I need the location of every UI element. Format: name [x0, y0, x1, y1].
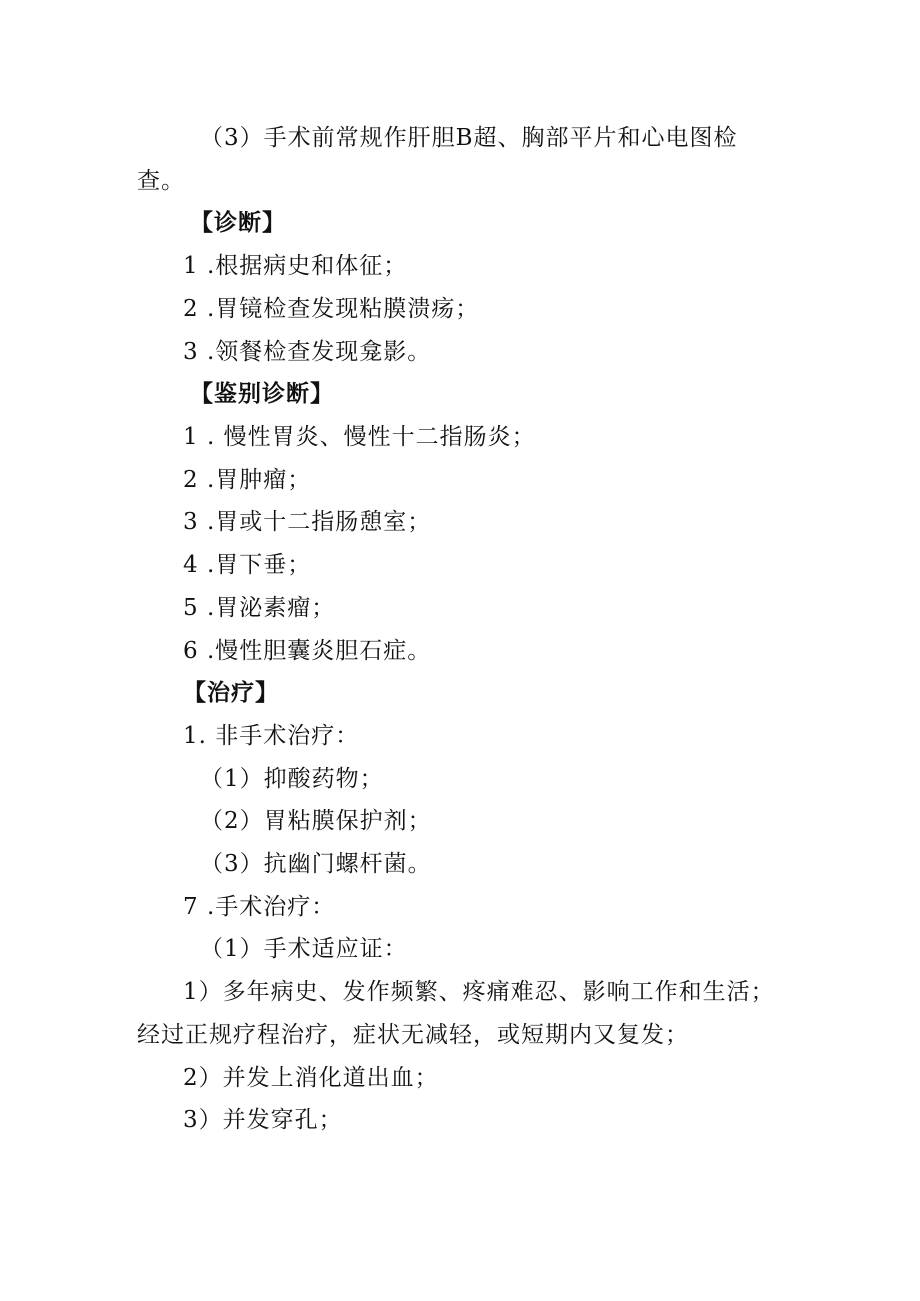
differential-item-6: 6 .慢性胆囊炎胆石症。	[183, 638, 432, 664]
pre-exam-item3-line1: （3）手术前常规作肝胆B超、胸部平片和心电图检	[200, 125, 738, 151]
nonsurgical-item-1: （1）抑酸药物；	[200, 766, 384, 792]
nonsurgical-title: 1. 非手术治疗：	[183, 723, 360, 749]
differential-item-4: 4 .胃下垂；	[183, 552, 312, 578]
treatment-heading: 【治疗】	[183, 679, 279, 706]
differential-item-1: 1 . 慢性胃炎、慢性十二指肠炎；	[183, 424, 536, 450]
differential-item-2: 2 .胃肿瘤；	[183, 467, 312, 493]
pre-exam-item3-line2: 查。	[137, 168, 185, 194]
diagnosis-heading: 【诊断】	[190, 209, 286, 236]
indication-3: 3）并发穿孔；	[183, 1107, 343, 1133]
diagnosis-item-3: 3 .领餐检查发现龛影。	[183, 339, 432, 365]
surgical-title: 7 .手术治疗：	[183, 894, 336, 920]
nonsurgical-item-3: （3）抗幽门螺杆菌。	[200, 851, 432, 877]
indication-1-line2: 经过正规疗程治疗，症状无减轻，或短期内又复发；	[137, 1022, 689, 1048]
indication-1-line1: 1）多年病史、发作频繁、疼痛难忍、影响工作和生活；	[183, 979, 775, 1005]
indication-2: 2）并发上消化道出血；	[183, 1065, 439, 1091]
diagnosis-item-1: 1 .根据病史和体征；	[183, 253, 408, 279]
differential-item-5: 5 .胃泌素瘤；	[183, 595, 336, 621]
differential-item-3: 3 .胃或十二指肠憩室；	[183, 509, 432, 535]
differential-heading: 【鉴别诊断】	[190, 380, 334, 407]
diagnosis-item-2: 2 .胃镜检查发现粘膜溃疡；	[183, 296, 480, 322]
indications-title: （1）手术适应证：	[200, 936, 408, 962]
nonsurgical-item-2: （2）胃粘膜保护剂；	[200, 808, 432, 834]
